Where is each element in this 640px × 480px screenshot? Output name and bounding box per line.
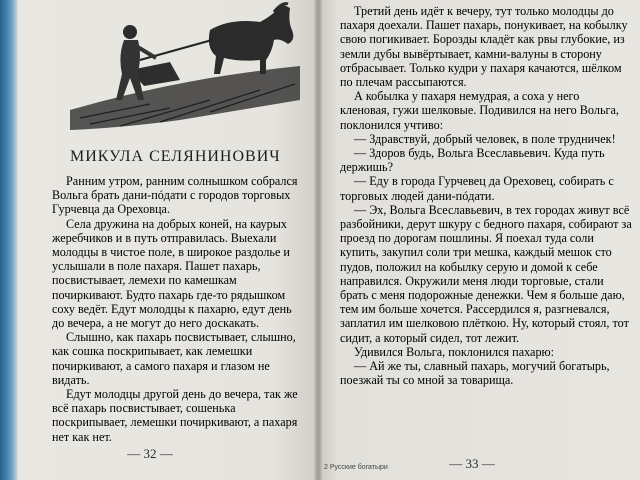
paragraph: — Здравствуй, добрый человек, в поле трудничек! bbox=[354, 131, 616, 146]
paragraph: — Ай же ты, славный пахарь, могучий богатырь, поезжай ты со мной за товарища. bbox=[340, 359, 610, 388]
book-gutter bbox=[314, 0, 322, 480]
paragraph: — Еду в города Гурчевец да Ореховец, собирать с торговых людей дани-пóдати. bbox=[340, 174, 614, 203]
paragraph: А кобылка у пахаря немудрая, а соха у него кленовая, гужи шелковые. Подивился на него Вольга, поклонился учтиво: bbox=[340, 89, 619, 132]
left-page-text bbox=[52, 174, 302, 444]
paragraph: — Эх, Вольга Всеславьевич, в тех городах живут всё разбойники, дерут шкуру с бедного пахаря, собирают за проезд по дорогам пошлины. Я поехал туда соли купить, закупил соли три мешка, каждый мешок сто пудов, положил на кобылку серую и домой к себе направился. Окружили меня люди торговые, стали брать с меня подорожные денежки. Чем я больше даю, тем им больше хочется. Рассердился я, разгневался, заплатил им шелковою плёткою. Ну, который стоял, тот сидит, а который сидел, тот лежит. bbox=[340, 202, 632, 345]
right-page-text bbox=[340, 4, 632, 387]
paragraph: Слышно, как пахарь посвистывает, слышно, как сошка поскрипывает, как лемешки почиркивают, а самого пахаря и глазом не видать. bbox=[52, 330, 296, 387]
paragraph: Удивился Вольга, поклонился пахарю: bbox=[354, 344, 555, 359]
paragraph: Ранним утром, ранним солнышком собрался Вольга брать дани-пóдати с городов торговых Гурчевца да Ореховца. bbox=[52, 174, 298, 217]
footer-note: 2 Русские богатыри bbox=[324, 464, 388, 471]
paragraph: Села дружина на добрых коней, на каурых жеребчиков и в путь отправилась. Выехали молодцы в чистое поле, в широкое раздолье и услышали в поле пахаря. Пашет пахарь, посвистывает, лемехи по камешкам почиркивают. Будто пахарь где-то рядышком соху ведёт. Едут молодцы к пахарю, едут день до вечера, а не могут до него доскакать. bbox=[52, 216, 292, 331]
paragraph: — Здоров будь, Вольга Всеславьевич. Куда путь держишь? bbox=[340, 146, 605, 175]
story-title: МИКУЛА СЕЛЯНИНОВИЧ bbox=[70, 148, 281, 165]
paragraph: Едут молодцы другой день до вечера, так же всё пахарь посвистывает, сошенька поскрипывает, лемешки почиркивают, а пахаря нет как нет. bbox=[52, 387, 298, 444]
page-number-right: — 33 — bbox=[449, 456, 495, 471]
page-number-left: — 32 — bbox=[127, 446, 173, 461]
paragraph: Третий день идёт к вечеру, тут только молодцы до пахаря доехали. Пашет пахарь, понукивает, на кобылку свою погикивает. Борозды кладёт как рвы глубокие, из земли дубы вывёртывает, камни-валуны в сторону отбрасывает. Только кудри у пахаря качаются, шёлком по плечам рассыпаются. bbox=[340, 4, 628, 90]
plowman-illustration bbox=[60, 0, 310, 135]
